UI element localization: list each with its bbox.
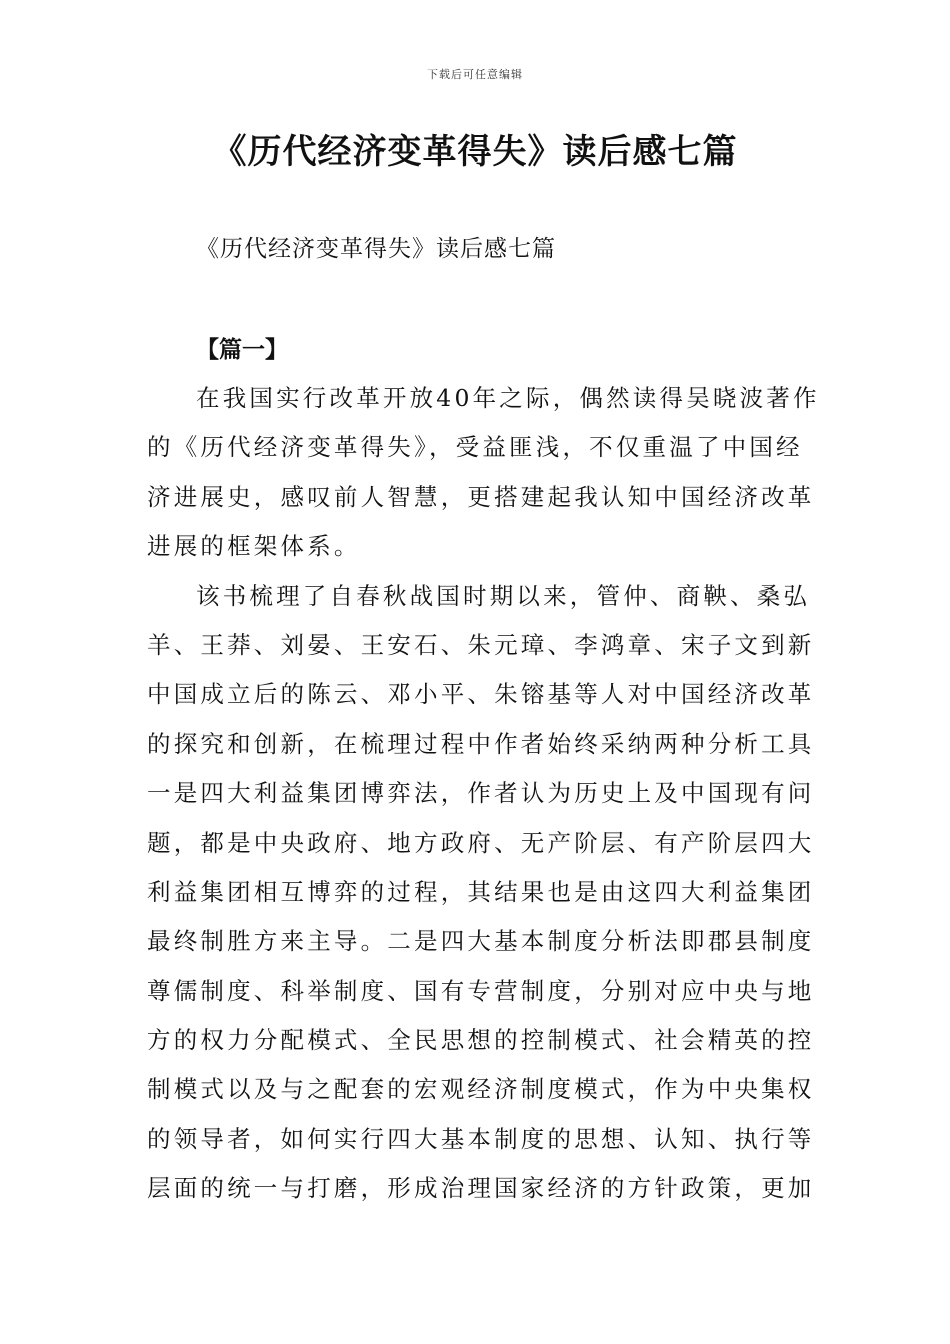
header-note: 下载后可任意编辑 xyxy=(427,68,523,81)
paragraph-2-line-13: 层面的统一与打磨，形成治理国家经济的方针政策，更加 xyxy=(147,1174,815,1203)
paragraph-2-line-5: 一是四大利益集团博弈法，作者认为历史上及中国现有问 xyxy=(147,779,815,808)
body-text xyxy=(147,374,820,1214)
paragraph-2-line-4: 的探究和创新，在梳理过程中作者始终采纳两种分析工具 xyxy=(147,729,815,758)
paragraph-2-line-11: 制模式以及与之配套的宏观经济制度模式，作为中央集权 xyxy=(147,1075,815,1104)
paragraph-2-line-12: 的领导者，如何实行四大基本制度的思想、认知、执行等 xyxy=(147,1124,815,1153)
paragraph-2-line-7: 利益集团相互博弈的过程，其结果也是由这四大利益集团 xyxy=(147,877,815,906)
paragraph-1-line-4: 进展的框架体系。 xyxy=(147,532,361,561)
paragraph-1-line-3: 济进展史，感叹前人智慧，更搭建起我认知中国经济改革 xyxy=(147,482,815,511)
paragraph-1-line-2: 的《历代经济变革得失》，受益匪浅，不仅重温了中国经 xyxy=(147,433,803,462)
paragraph-2-line-1: 该书梳理了自春秋战国时期以来，管仲、商鞅、桑弘 xyxy=(196,581,811,610)
paragraph-2-line-2: 羊、王莽、刘晏、王安石、朱元璋、李鸿章、宋子文到新 xyxy=(147,630,815,659)
paragraph-2-line-3: 中国成立后的陈云、邓小平、朱镕基等人对中国经济改革 xyxy=(147,680,815,709)
paragraph-2-line-6: 题，都是中央政府、地方政府、无产阶层、有产阶层四大 xyxy=(147,828,815,857)
paragraph-2-line-9: 尊儒制度、科举制度、国有专营制度，分别对应中央与地 xyxy=(147,976,815,1005)
paragraph-1-line-1: 在我国实行改革开放40年之际，偶然读得吴晓波著作 xyxy=(196,384,820,412)
paragraph-2-line-10: 方的权力分配模式、全民思想的控制模式、社会精英的控 xyxy=(147,1026,815,1055)
document-title: 《历代经济变革得失》读后感七篇 xyxy=(212,132,738,172)
paragraph-2-line-8: 最终制胜方来主导。二是四大基本制度分析法即郡县制度 xyxy=(147,927,815,956)
document-subtitle: 《历代经济变革得失》读后感七篇 xyxy=(196,236,556,262)
section-label: 【篇一】 xyxy=(196,336,288,363)
